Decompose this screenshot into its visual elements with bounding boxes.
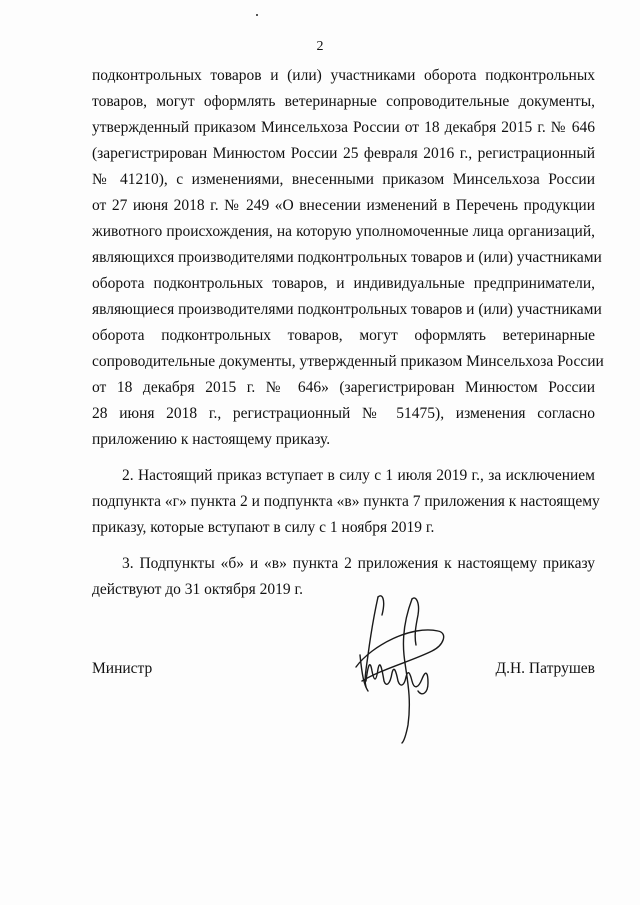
text-line: от 27 июня 2018 г. № 249 «О внесении изменений в Перечень продукции [92, 197, 595, 214]
paragraph-3 [92, 551, 595, 603]
document-body [92, 63, 604, 603]
text-line: сопроводительные документы, утвержденный приказом Минсельхоза России [92, 353, 604, 370]
text-line: утвержденный приказом Минсельхоза России от 18 декабря 2015 г. № 646 [92, 119, 595, 136]
text-line: № 41210), с изменениями, внесенными приказом Минсельхоза России [92, 171, 595, 188]
text-line: подконтрольных товаров и (или) участниками оборота подконтрольных [92, 67, 595, 84]
text-line: оборота подконтрольных товаров, и индивидуальные предприниматели, [92, 275, 595, 292]
text-line: приложению к настоящему приказу. [92, 431, 331, 448]
text-line: товаров, могут оформлять ветеринарные сопроводительные документы, [92, 93, 595, 110]
text-line: животного происхождения, на которую уполномоченные лица организаций, [92, 223, 595, 240]
text-line: оборота подконтрольных товаров, могут оформлять ветеринарные [92, 327, 595, 344]
text-line: от 18 декабря 2015 г. № 646» (зарегистрирован Минюстом России [92, 379, 595, 396]
text-line: приказу, которые вступают в силу с 1 ноября 2019 г. [92, 519, 435, 536]
paragraph-2 [92, 463, 600, 541]
text-line: подпункта «г» пункта 2 и подпункта «в» пункта 7 приложения к настоящему [92, 493, 600, 510]
text-line: 2. Настоящий приказ вступает в силу с 1 июля 2019 г., за исключением [122, 467, 595, 484]
text-line: являющихся производителями подконтрольных товаров и (или) участниками [92, 249, 602, 266]
text-line: (зарегистрирован Минюстом России 25 февраля 2016 г., регистрационный [92, 145, 595, 162]
text-line: 28 июня 2018 г., регистрационный № 51475), изменения согласно [92, 405, 595, 422]
page-number: 2 [316, 39, 324, 54]
signatory-name: Д.Н. Патрушев [495, 660, 595, 677]
text-line: являющиеся производителями подконтрольных товаров и (или) участниками [92, 301, 602, 318]
handwritten-signature [352, 585, 452, 745]
text-line: 3. Подпункты «б» и «в» пункта 2 приложения к настоящему приказу [122, 555, 595, 572]
text-line: действуют до 31 октября 2019 г. [92, 581, 303, 598]
signatory-title: Министр [92, 660, 153, 677]
paragraph-1-continuation [92, 63, 604, 453]
scan-speck [256, 14, 258, 16]
